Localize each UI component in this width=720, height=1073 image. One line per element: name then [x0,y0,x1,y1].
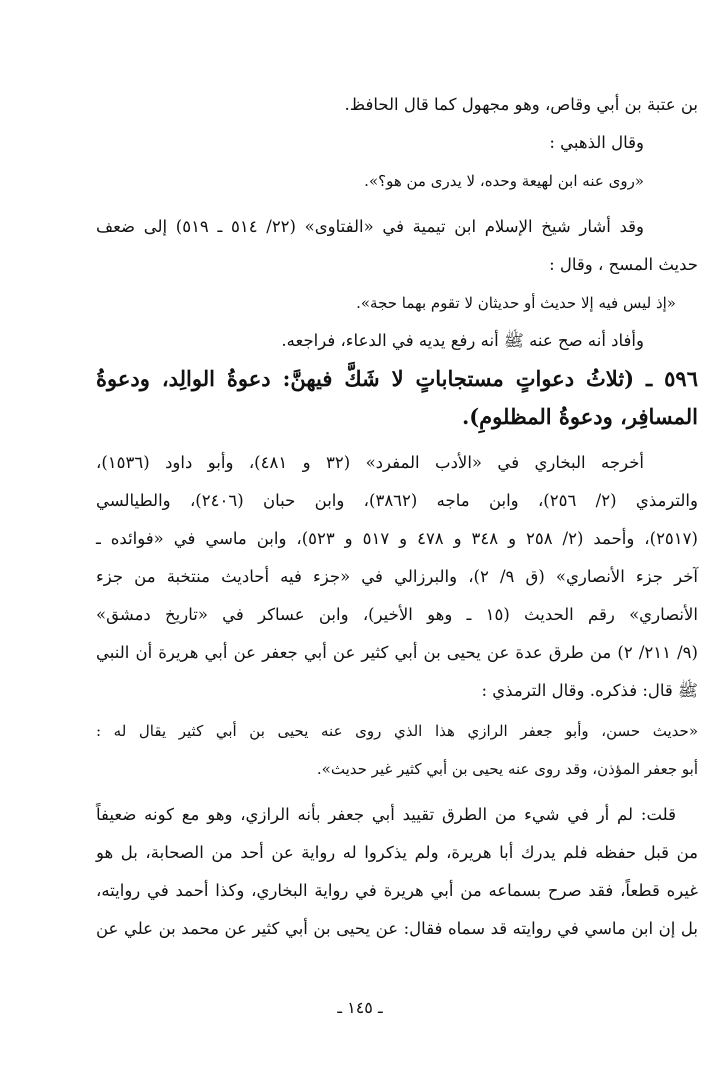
text-line: والترمذي (٢/ ٢٥٦)، وابن ماجه (٣٨٦٢)، وابن حبان (٢٤٠٦)، والطيالسي [96,491,698,510]
text-line: (٢٥١٧)، وأحمد (٢/ ٢٥٨ و ٣٤٨ و ٤٧٨ و ٥١٧ و ٥٢٣)، وابن ماسي في «فوائده ـ [96,529,698,548]
text-line: وقال الذهبي : [549,133,644,152]
text-line: حديث المسح ، وقال : [549,255,698,274]
page-body [96,86,698,948]
quote-line: «إذ ليس فيه إلا حديث أو حديثان لا تقوم بهما حجة». [356,294,676,312]
quote-line: «حديث حسن، وأبو جعفر الرازي هذا الذي روى عنه يحيى بن أبي كثير يقال له : [96,722,698,740]
page-number: ـ ١٤٥ ـ [337,998,383,1017]
hadith-heading-line: المسافِر، ودعوةُ المظلومِ). [461,404,698,429]
text-line: ﷺ قال: فذكره. وقال الترمذي : [481,681,698,700]
text-line: قلت: لم أر في شيء من الطرق تقييد أبي جعفر بأنه الرازي، وهو مع كونه ضعيفاً [96,805,676,824]
text-line: بن عتبة بن أبي وقاص، وهو مجهول كما قال الحافظ. [344,95,698,114]
text-line: من قبل حفظه فلم يدرك أبا هريرة، ولم يذكروا له رواية عن أحد من الصحابة، بل هو [96,843,698,862]
text-line: وأفاد أنه صح عنه ﷺ أنه رفع يديه في الدعاء، فراجعه. [281,331,644,350]
text-line: بل إن ابن ماسي في روايته قد سماه فقال: عن يحيى بن أبي كثير عن محمد بن علي عن [96,919,698,938]
text-line: (٩/ ٢١١/ ٢) من طرق عدة عن يحيى بن أبي كثير عن أبي جعفر عن أبي هريرة أن النبي [96,643,698,662]
text-line: الأنصاري» رقم الحديث (١٥ ـ وهو الأخير)، وابن عساكر في «تاريخ دمشق» [96,605,698,624]
text-line: أخرجه البخاري في «الأدب المفرد» (٣٢ و ٤٨١)، وأبو داود (١٥٣٦)، [96,453,644,472]
text-line: غيره قطعاً، فقد صرح بسماعه من أبي هريرة في رواية البخاري، وكذا أحمد في روايته، [96,881,698,900]
text-line: وقد أشار شيخ الإسلام ابن تيمية في «الفتاوى» (٢٢/ ٥١٤ ـ ٥١٩) إلى ضعف [96,217,644,236]
hadith-heading-line: ٥٩٦ ـ (ثلاثُ دعواتٍ مستجاباتٍ لا شَكَّ فيهنَّ: دعوةُ الوالِد، ودعوةُ [96,366,698,391]
text-line: آخر جزء الأنصاري» (ق ٩/ ٢)، والبرزالي في «جزء فيه أحاديث منتخبة من جزء [96,567,698,586]
quote-line: أبو جعفر المؤذن، وقد روى عنه يحيى بن أبي كثير غير حديث». [316,760,698,778]
quote-line: «روى عنه ابن لهيعة وحده، لا يدرى من هو؟». [364,172,644,190]
